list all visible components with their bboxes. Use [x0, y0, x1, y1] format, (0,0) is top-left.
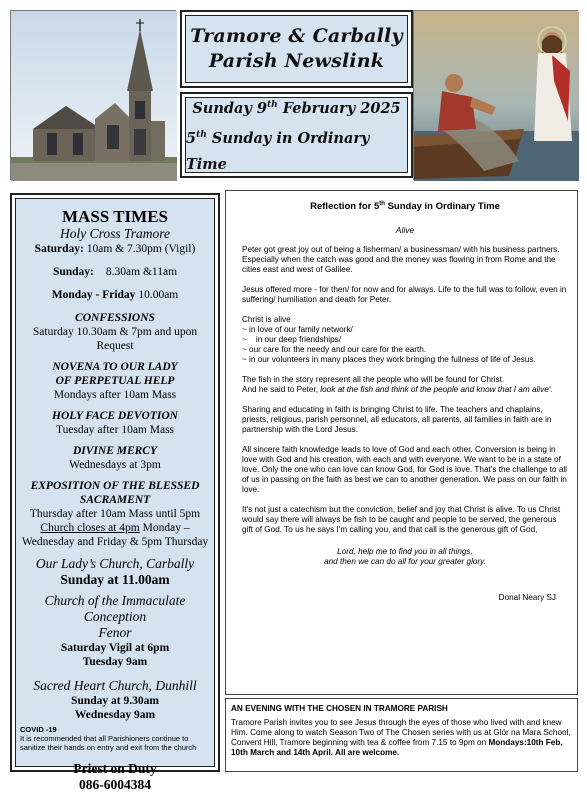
church-illustration	[11, 11, 177, 181]
newsletter-title-line-2: Parish Newslink	[208, 50, 385, 72]
confessions-time-2: Request	[96, 340, 134, 352]
exposition-time-3: Wednesday and Friday & 5pm Thursday	[21, 536, 209, 548]
chosen-evening-text: Tramore Parish invites you to see Jesus through the eyes of those who lived with and knew Him. Come along to watch Season Two of The Chosen series with us at Glór na Mara School, Convent Hill, Tramore beginning with tea & coffee from 7.15 to 9pm on Mondays:10th Feb, 10th March and 14th April. All are welcome.	[231, 718, 571, 757]
divine-mercy-time: Wednesdays at 3pm	[69, 459, 161, 471]
reflection-paragraph-4: The fish in the story represent all the people who will be found for Christ. And he said to Peter, look at the fish and think of the people and know that I am alive'.	[242, 375, 553, 395]
fenor-church-2: Fenor	[98, 625, 132, 640]
reflection-paragraph-1: Peter got great joy out of being a fisherman/ a businessman/ with his business partners. Especially when the catch was good and the money was flowing in from Rome and the cities east and west of Galilee.	[242, 245, 560, 275]
confessions-time-1: Saturday 10.30am & 7pm and upon	[32, 326, 198, 338]
sunday-mass: Sunday: 8.30am &11am	[52, 266, 178, 278]
covid-notice	[20, 725, 210, 752]
reflection-list-item: ~ in love of our family network/	[242, 325, 353, 335]
fenor-time-1: Saturday Vigil at 6pm	[60, 642, 170, 654]
weekday-mass: Monday - Friday 10.00am	[51, 289, 179, 301]
dunhill-church: Sacred Heart Church, Dunhill	[33, 678, 197, 693]
reflection-list-item: ~ in our deep friendships/	[242, 335, 341, 345]
reflection-panel	[225, 190, 578, 695]
confessions-heading: CONFESSIONS	[75, 312, 155, 324]
date-box	[180, 92, 413, 178]
holy-cross-church: Holy Cross Tramore	[59, 226, 171, 241]
issue-date: Sunday 9th February 2025	[192, 99, 401, 117]
reflection-title: Reflection for 5th Sunday in Ordinary Time	[310, 201, 500, 213]
exposition-heading-2: SACRAMENT	[79, 494, 151, 506]
newsletter-title-line-1: Tramore & Carbally	[190, 25, 403, 47]
chosen-evening-heading: AN EVENING WITH THE CHOSEN IN TRAMORE PARISH	[231, 704, 448, 713]
dunhill-time-1: Sunday at 9.30am	[71, 695, 159, 707]
reflection-paragraph-6: All sincere faith knowledge leads to love of God and each other. Conversion is being in love with God and his creation, with each and with everyone. We want to be in a state of love. Only the one who can love can know God, for God is love. That's the challenge to all of us in passing on the faith as best we can to another generation. We pass on our faith in love.	[242, 445, 568, 495]
priest-phone: 086-6004384	[79, 777, 151, 792]
mass-times-panel	[10, 193, 220, 792]
painting-illustration	[414, 11, 579, 181]
novena-heading-1: NOVENA TO OUR LADY	[52, 361, 178, 373]
church-photo	[10, 10, 176, 180]
reflection-list-item: ~ in our volunteers in many places they work bringing the fullness of life of Jesus.	[242, 355, 536, 365]
covid-heading: COVID -19	[20, 725, 57, 734]
holy-face-heading: HOLY FACE DEVOTION	[52, 410, 178, 422]
carbally-time: Sunday at 11.00am	[60, 572, 170, 587]
exposition-time-1: Thursday after 10am Mass until 5pm	[29, 508, 201, 520]
fenor-time-2: Tuesday 9am	[82, 656, 148, 668]
carbally-church: Our Lady’s Church, Carbally	[35, 556, 195, 571]
covid-text: It is recommended that all Parishioners continue to sanitize their hands on entry and exit from the church	[20, 734, 197, 752]
novena-heading-2: OF PERPETUAL HELP	[55, 375, 175, 387]
reflection-subtitle: Alive	[395, 225, 415, 236]
reflection-list-heading: Christ is alive	[242, 315, 291, 325]
holy-face-time: Tuesday after 10am Mass	[55, 424, 175, 436]
reflection-list-item: ~ our care for the needy and our care for the earth.	[242, 345, 427, 355]
newsletter-title-box	[180, 10, 413, 88]
reflection-paragraph-2: Jesus offered more - for then/ for now and for always. Life to the full was to follow, even in suffering/ humiliation and death for Peter.	[242, 285, 567, 305]
jesus-and-fishermen-painting	[413, 10, 578, 180]
reflection-paragraph-7: It's not just a catechism but the conviction, belief and joy that Christ is alive. To us Christ would say there will always be fish to be caught and people to be served, the generous gift of God. To us he says I'm calling you, and that call is the generous gift of God,	[242, 505, 561, 535]
exposition-heading-1: EXPOSITION OF THE BLESSED	[30, 480, 200, 492]
exposition-time-2: Church closes at 4pm Monday –	[40, 522, 190, 534]
chosen-evening-notice	[225, 698, 578, 772]
fenor-church-1: Church of the Immaculate Conception	[44, 593, 186, 624]
mass-times-heading: MASS TIMES	[62, 207, 168, 226]
saturday-mass: Saturday: 10am & 7.30pm (Vigil)	[34, 243, 196, 255]
reflection-signature: Donal Neary SJ	[498, 593, 556, 603]
novena-time: Mondays after 10am Mass	[53, 389, 177, 401]
dunhill-time-2: Wednesday 9am	[74, 709, 156, 721]
reflection-prayer: Lord, help me to find you in all things, and then we can do all for your greater glory.	[324, 547, 486, 567]
divine-mercy-heading: DIVINE MERCY	[72, 445, 158, 457]
reflection-list	[242, 315, 568, 365]
reflection-paragraph-5: Sharing and educating in faith is bringing Christ to life. The teachers and chaplains, priests, religious, parish personnel, all educators, all parents, all families in faith are in partnership with the Lord Jesus.	[242, 405, 552, 435]
liturgical-sunday: 5th Sunday in Ordinary Time	[186, 129, 370, 174]
priest-on-duty-heading: Priest on Duty	[73, 761, 157, 776]
